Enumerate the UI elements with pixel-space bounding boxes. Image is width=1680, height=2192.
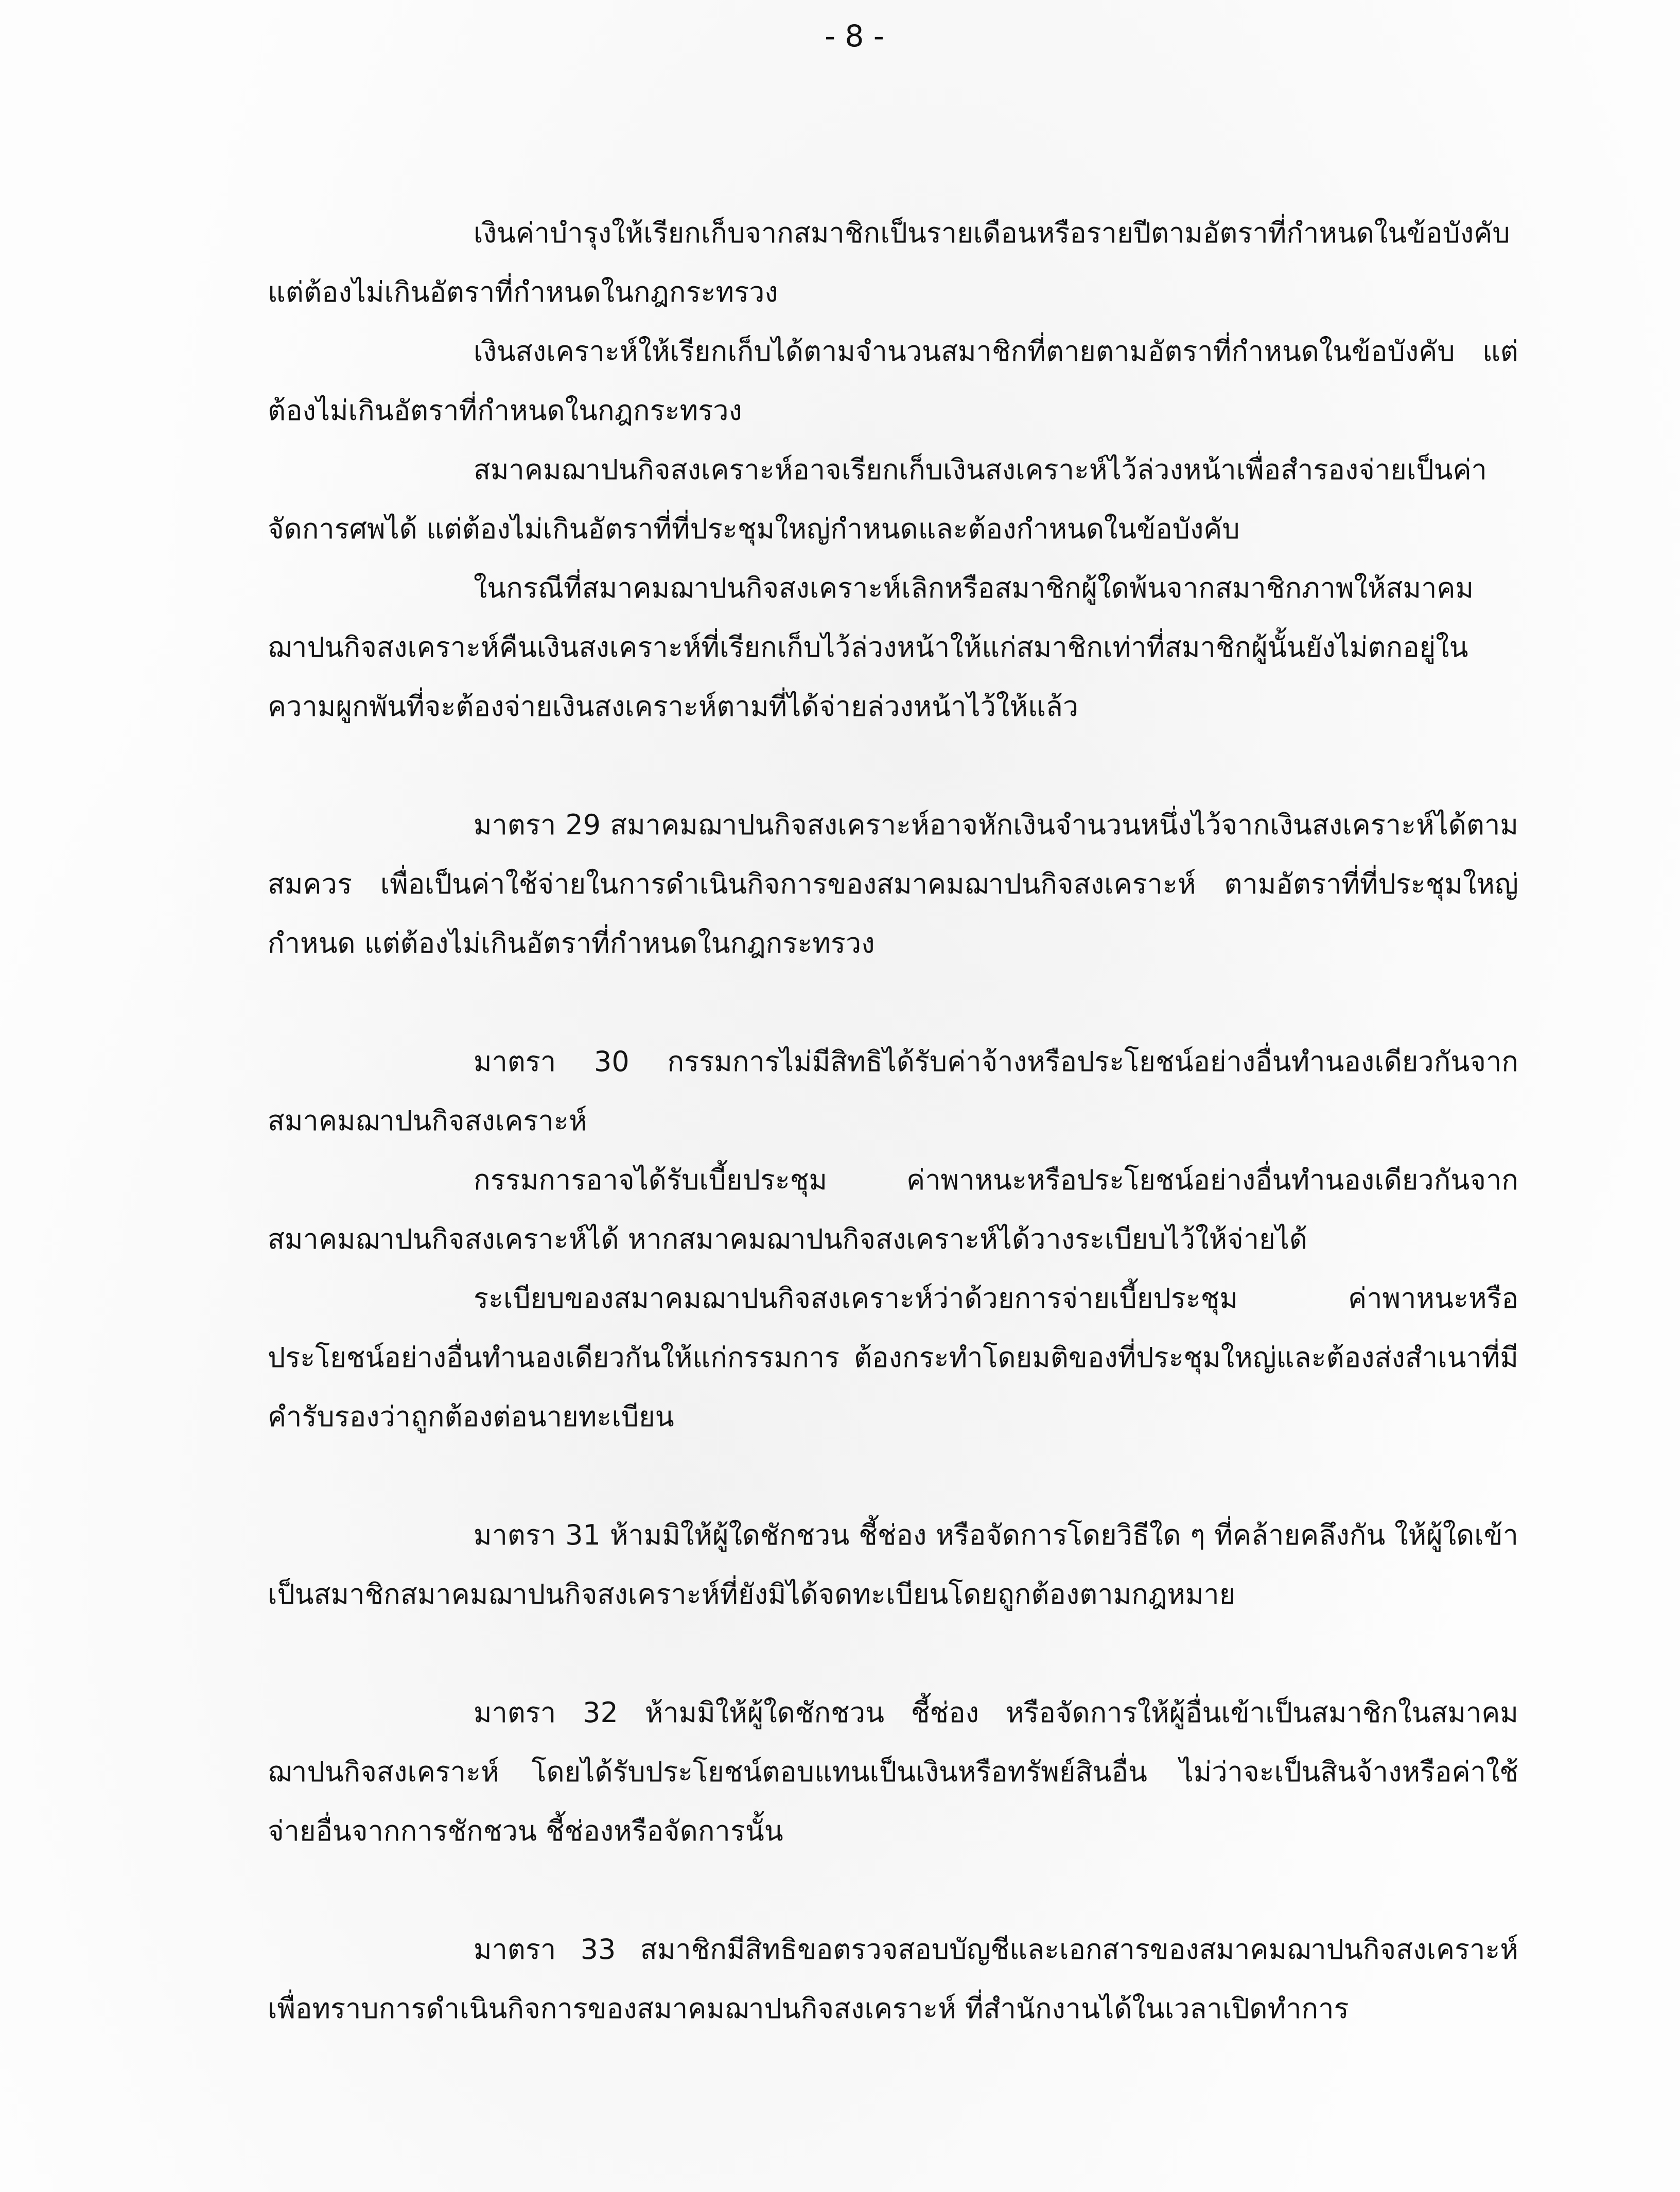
paragraph-advance-collection: สมาคมฌาปนกิจสงเคราะห์อาจเรียกเก็บเงินสงเคราะห์ไว้ล่วงหน้าเพื่อสำรองจ่ายเป็นค่าจัดการศพได้ แต่ต้องไม่เกินอัตราที่ที่ประชุมใหญ่กำหนดและต้องกำหนดในข้อบังคับ [268, 453, 1487, 545]
section-30-meeting-allowance: กรรมการอาจได้รับเบี้ยประชุม ค่าพาหนะหรือประโยชน์อย่างอื่นทำนองเดียวกันจากสมาคมฌาปนกิจสงเคราะห์ได้ หากสมาคมฌาปนกิจสงเคราะห์ได้วางระเบียบไว้ให้จ่ายได้ [268, 1164, 1518, 1255]
document-body [268, 203, 1518, 2038]
section-30: มาตรา 30 กรรมการไม่มีสิทธิได้รับค่าจ้างหรือประโยชน์อย่างอื่นทำนองเดียวกันจากสมาคมฌาปนกิจสงเคราะห์ [268, 1045, 1518, 1137]
section-30-regulation: ระเบียบของสมาคมฌาปนกิจสงเคราะห์ว่าด้วยการจ่ายเบี้ยประชุม ค่าพาหนะหรือประโยชน์อย่างอื่นทำนองเดียวกันให้แก่กรรมการ ต้องกระทำโดยมติของที่ประชุมใหญ่และต้องส่งสำเนาที่มีคำรับรองว่าถูกต้องต่อนายทะเบียน [268, 1282, 1518, 1433]
paragraph-refund: ในกรณีที่สมาคมฌาปนกิจสงเคราะห์เลิกหรือสมาชิกผู้ใดพ้นจากสมาชิกภาพให้สมาคมฌาปนกิจสงเคราะห์คืนเงินสงเคราะห์ที่เรียกเก็บไว้ล่วงหน้าให้แก่สมาชิกเท่าที่สมาชิกผู้นั้นยังไม่ตกอยู่ในความผูกพันที่จะต้องจ่ายเงินสงเคราะห์ตามที่ได้จ่ายล่วงหน้าไว้ให้แล้ว [268, 572, 1474, 723]
paragraph-fee-collection: เงินค่าบำรุงให้เรียกเก็บจากสมาชิกเป็นรายเดือนหรือรายปีตามอัตราที่กำหนดในข้อบังคับ แต่ต้องไม่เกินอัตราที่กำหนดในกฎกระทรวง [268, 217, 1510, 308]
section-31: มาตรา 31 ห้ามมิให้ผู้ใดชักชวน ชี้ช่อง หรือจัดการโดยวิธีใด ๆ ที่คล้ายคลึงกัน ให้ผู้ใดเข้าเป็นสมาชิกสมาคมฌาปนกิจสงเคราะห์ที่ยังมิได้จดทะเบียนโดยถูกต้องตามกฎหมาย [268, 1519, 1518, 1610]
section-32: มาตรา 32 ห้ามมิให้ผู้ใดชักชวน ชี้ช่อง หรือจัดการให้ผู้อื่นเข้าเป็นสมาชิกในสมาคมฌาปนกิจสงเคราะห์ โดยได้รับประโยชน์ตอบแทนเป็นเงินหรือทรัพย์สินอื่น ไม่ว่าจะเป็นสินจ้างหรือค่าใช้จ่ายอื่นจากการชักชวน ชี้ช่องหรือจัดการนั้น [268, 1696, 1518, 1847]
section-29: มาตรา 29 สมาคมฌาปนกิจสงเคราะห์อาจหักเงินจำนวนหนึ่งไว้จากเงินสงเคราะห์ได้ตามสมควร เพื่อเป็นค่าใช้จ่ายในการดำเนินกิจการของสมาคมฌาปนกิจสงเคราะห์ ตามอัตราที่ที่ประชุมใหญ่กำหนด แต่ต้องไม่เกินอัตราที่กำหนดในกฎกระทรวง [268, 809, 1518, 959]
paragraph-welfare-money: เงินสงเคราะห์ให้เรียกเก็บได้ตามจำนวนสมาชิกที่ตายตามอัตราที่กำหนดในข้อบังคับ แต่ต้องไม่เกินอัตราที่กำหนดในกฎกระทรวง [268, 335, 1518, 427]
section-33: มาตรา 33 สมาชิกมีสิทธิขอตรวจสอบบัญชีและเอกสารของสมาคมฌาปนกิจสงเคราะห์เพื่อทราบการดำเนินกิจการของสมาคมฌาปนกิจสงเคราะห์ ที่สำนักงานได้ในเวลาเปิดทำการ [268, 1933, 1518, 2025]
page-number: - 8 - [825, 19, 884, 54]
